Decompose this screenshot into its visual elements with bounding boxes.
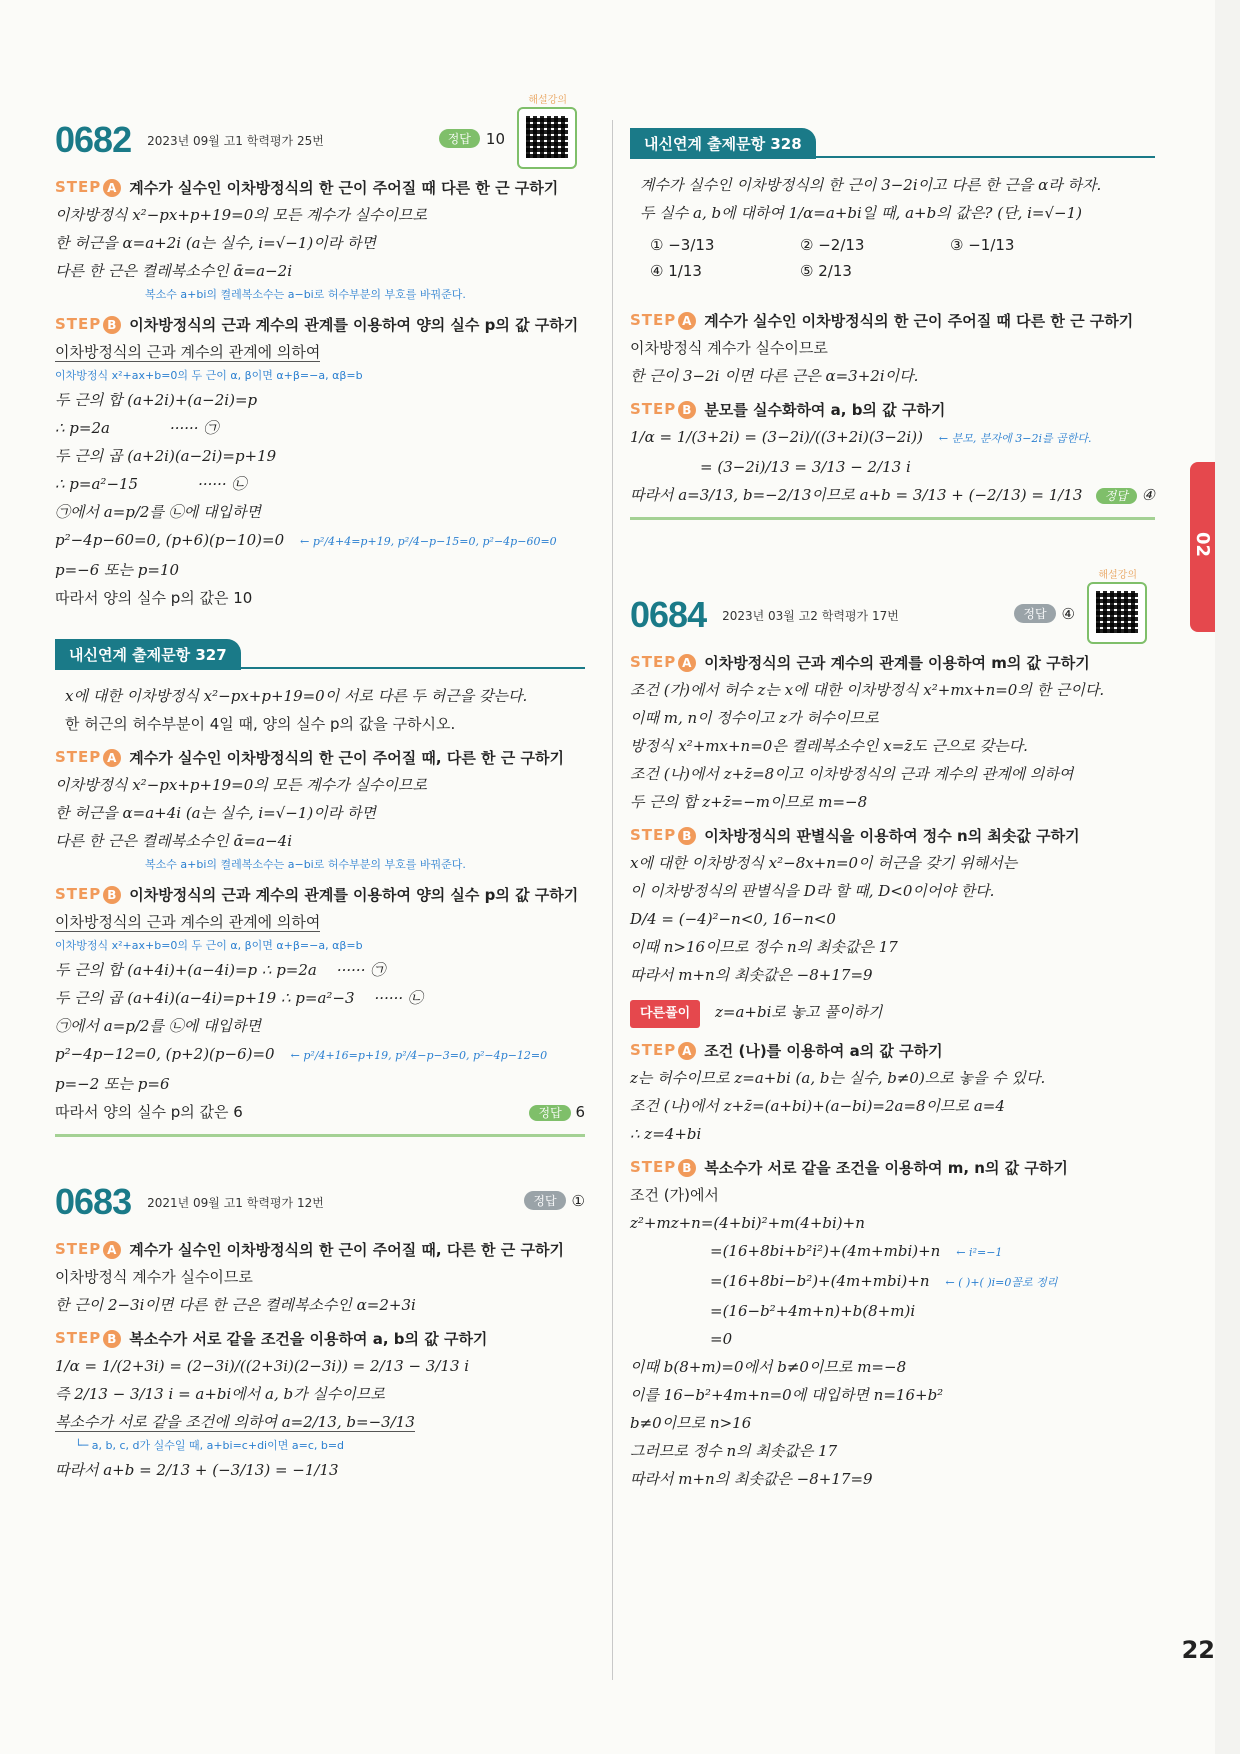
- right-column: [630, 128, 1155, 1496]
- alt-solution-badge: 다른풀이: [630, 1000, 700, 1028]
- qr-code-icon[interactable]: [517, 107, 577, 169]
- step-title: 복소수가 서로 같을 조건을 이용하여 m, n의 값 구하기: [704, 1159, 1068, 1177]
- solution-line: ∴ p=a²−15 ······ ㉡: [55, 475, 247, 493]
- solution-line: p²−4p−12=0, (p+2)(p−6)=0 ← p²/4+16=p+19, p²/4−p−3=0, p²−4p−12=0: [55, 1045, 548, 1063]
- solution-line: 조건 (나)에서 z+z̄=8이고 이차방정식의 근과 계수의 관계에 의하여: [630, 765, 1074, 783]
- alt-solution-title: z=a+bi로 놓고 풀이하기: [715, 1003, 883, 1021]
- step-title: 계수가 실수인 이차방정식의 한 근이 주어질 때 다른 한 근 구하기: [704, 312, 1134, 330]
- solution-line: =0: [710, 1330, 733, 1348]
- solution-line: ㉠에서 a=p/2를 ㉡에 대입하면: [55, 1017, 261, 1035]
- answer-box: 정답 ①: [524, 1191, 585, 1210]
- solution-line: 따라서 a=3/13, b=−2/13이므로 a+b = 3/13 + (−2/13) = 1/13 정답 ④: [630, 484, 1155, 507]
- related-problem-header-328: [630, 128, 1155, 158]
- solution-line: 따라서 a+b = 2/13 + (−3/13) = −1/13: [55, 1461, 339, 1479]
- solution-line: 즉 2/13 − 3/13 i = a+bi에서 a, b가 실수이므로: [55, 1385, 385, 1403]
- solution-line: 한 허근을 α=a+2i (a는 실수, i=√−1)이라 하면: [55, 234, 376, 252]
- problem-number: 0684: [630, 594, 707, 635]
- step-b-header: STEP B 복소수가 서로 같을 조건을 이용하여 m, n의 값 구하기: [630, 1158, 1068, 1177]
- solution-line: 따라서 m+n의 최솟값은 −8+17=9: [630, 966, 873, 984]
- solution-line: 1/α = 1/(3+2i) = (3−2i)/((3+2i)(3−2i)) ← 분모, 분자에 3−2i를 곱한다.: [630, 428, 1092, 446]
- hint-note: 복소수 a+bi의 켤레복소수는 a−bi로 허수부분의 부호를 바꿔준다.: [145, 858, 466, 871]
- solution-line: 이때 n>16이므로 정수 n의 최솟값은 17: [630, 938, 898, 956]
- related-problem-body: [630, 158, 1155, 280]
- step-title: 이차방정식의 근과 계수의 관계를 이용하여 m의 값 구하기: [704, 654, 1090, 672]
- question-line: 계수가 실수인 이차방정식의 한 근이 3−2i이고 다른 한 근을 α라 하자.: [640, 176, 1102, 194]
- problem-source: 2021년 09월 고1 학력평가 12번: [147, 1195, 324, 1210]
- chapter-side-tab[interactable]: 02: [1190, 462, 1215, 632]
- hint-note: 이차방정식 x²+ax+b=0의 두 근이 α, β이면 α+β=−a, αβ=b: [55, 369, 363, 382]
- hint-note: ← p²/4+16=p+19, p²/4−p−3=0, p²−4p−12=0: [290, 1049, 548, 1062]
- solution-line: ㉠에서 a=p/2를 ㉡에 대입하면: [55, 503, 261, 521]
- section-divider: [630, 517, 1155, 520]
- answer-value: 10: [485, 129, 505, 148]
- choice-item[interactable]: ① −3/13: [650, 236, 715, 254]
- answer-box: 정답 6: [529, 1101, 585, 1124]
- choice-item[interactable]: ② −2/13: [800, 236, 865, 254]
- step-b-header: STEP B 분모를 실수화하여 a, b의 값 구하기: [630, 400, 946, 419]
- solution-line: 방정식 x²+mx+n=0은 켤레복소수인 x=z̄도 근으로 갖는다.: [630, 737, 1028, 755]
- page-number: 22: [1181, 1636, 1215, 1664]
- step-label: STEP B: [55, 315, 121, 334]
- solution-line: 조건 (가)에서: [630, 1186, 719, 1204]
- step-title: 계수가 실수인 이차방정식의 한 근이 주어질 때 다른 한 근 구하기: [129, 179, 559, 197]
- solution-line: D/4 = (−4)²−n<0, 16−n<0: [630, 910, 836, 928]
- solution-line: 두 근의 곱 (a+2i)(a−2i)=p+19: [55, 447, 277, 465]
- step-b-header: STEP B 이차방정식의 근과 계수의 관계를 이용하여 양의 실수 p의 값 구하기: [55, 885, 579, 904]
- solution-line: =(16+8bi+b²i²)+(4m+mbi)+n ← i²=−1: [710, 1242, 1003, 1260]
- solution-line: 한 근이 3−2i 이면 다른 근은 α=3+2i이다.: [630, 367, 919, 385]
- step-a-header: STEP A 계수가 실수인 이차방정식의 한 근이 주어질 때 다른 한 근 구하기: [630, 311, 1134, 330]
- problem-header-0682: [55, 95, 585, 165]
- step-title: 이차방정식의 판별식을 이용하여 정수 n의 최솟값 구하기: [704, 827, 1080, 845]
- solution-line: 이 이차방정식의 판별식을 D라 할 때, D<0이어야 한다.: [630, 882, 995, 900]
- hint-note: ← ( )+( )i=0꼴로 정리: [945, 1276, 1058, 1289]
- step-title: 조건 (나)를 이용하여 a의 값 구하기: [704, 1042, 943, 1060]
- choice-item[interactable]: ⑤ 2/13: [800, 262, 852, 280]
- step-title: 복소수가 서로 같을 조건을 이용하여 a, b의 값 구하기: [129, 1330, 488, 1348]
- solution-line: 그러므로 정수 n의 최솟값은 17: [630, 1442, 838, 1460]
- solution-line: 이차방정식 x²−px+p+19=0의 모든 계수가 실수이므로: [55, 776, 427, 794]
- step-label: STEP A: [55, 178, 121, 197]
- solution-line: 두 근의 곱 (a+4i)(a−4i)=p+19 ∴ p=a²−3 ······ ㉡: [55, 989, 423, 1007]
- step-a-header: STEP A 계수가 실수인 이차방정식의 한 근이 주어질 때, 다른 한 근 구하기: [55, 748, 564, 767]
- problem-header-0683: [55, 1177, 585, 1227]
- solution-line: 이차방정식 계수가 실수이므로: [55, 1268, 253, 1286]
- step-title: 계수가 실수인 이차방정식의 한 근이 주어질 때, 다른 한 근 구하기: [129, 749, 564, 767]
- solution-line: 한 근이 2−3i이면 다른 한 근은 켤레복소수인 α=2+3i: [55, 1296, 416, 1314]
- problem-header-0684: [630, 570, 1155, 640]
- related-problem-body: [55, 669, 585, 735]
- step-title: 이차방정식의 근과 계수의 관계를 이용하여 양의 실수 p의 값 구하기: [129, 316, 579, 334]
- solution-line: =(16+8bi−b²)+(4m+mbi)+n ← ( )+( )i=0꼴로 정리: [710, 1272, 1058, 1290]
- question-line: 한 허근의 허수부분이 4일 때, 양의 실수 p의 값을 구하시오.: [65, 715, 456, 733]
- answer-badge: 정답: [439, 129, 480, 148]
- hint-note: ← 분모, 분자에 3−2i를 곱한다.: [938, 432, 1092, 445]
- qr-label: 해설강의: [528, 95, 567, 106]
- column-divider: [612, 120, 613, 1680]
- solution-line: 조건 (나)에서 z+z̄=(a+bi)+(a−bi)=2a=8이므로 a=4: [630, 1097, 1005, 1115]
- solution-line: x에 대한 이차방정식 x²−8x+n=0이 허근을 갖기 위해서는: [630, 854, 1018, 872]
- related-problem-tab: 내신연계 출제문항 328: [630, 128, 816, 159]
- solution-line: 조건 (가)에서 허수 z는 x에 대한 이차방정식 x²+mx+n=0의 한 근이다.: [630, 681, 1105, 699]
- solution-line: 따라서 양의 실수 p의 값은 10: [55, 589, 253, 607]
- solution-line: 두 근의 합 (a+2i)+(a−2i)=p: [55, 391, 258, 409]
- solution-line: 두 근의 합 z+z̄=−m이므로 m=−8: [630, 793, 868, 811]
- step-b-header: [55, 314, 585, 335]
- step-a-header: STEP A 계수가 실수인 이차방정식의 한 근이 주어질 때, 다른 한 근 구하기: [55, 1240, 564, 1259]
- solution-line: 두 근의 합 (a+4i)+(a−4i)=p ∴ p=2a ······ ㉠: [55, 961, 386, 979]
- answer-box: 정답 ④: [1014, 604, 1075, 623]
- solution-line: 이때 b(8+m)=0에서 b≠0이므로 m=−8: [630, 1358, 907, 1376]
- section-divider: [55, 1134, 585, 1137]
- solution-line: =(16−b²+4m+n)+b(8+m)i: [710, 1302, 916, 1320]
- problem-source: 2023년 03월 고2 학력평가 17번: [722, 608, 899, 623]
- solution-line: 이차방정식의 근과 계수의 관계에 의하여: [55, 913, 321, 931]
- step-a-header: [55, 177, 585, 198]
- solution-line: z는 허수이므로 z=a+bi (a, b는 실수, b≠0)으로 놓을 수 있다.: [630, 1069, 1046, 1087]
- solution-line: 이차방정식의 근과 계수의 관계에 의하여: [55, 343, 321, 361]
- question-line: 두 실수 a, b에 대하여 1/α=a+bi일 때, a+b의 값은? (단, i=√−1): [640, 204, 1083, 222]
- solution-line: 이때 m, n이 정수이고 z가 허수이므로: [630, 709, 879, 727]
- solution-line: z²+mz+n=(4+bi)²+m(4+bi)+n: [630, 1214, 865, 1232]
- answer-box: [439, 129, 505, 148]
- solution-line: p²−4p−60=0, (p+6)(p−10)=0 ← p²/4+4=p+19, p²/4−p−15=0, p²−4p−60=0: [55, 531, 557, 549]
- solution-line: ∴ p=2a ······ ㉠: [55, 419, 219, 437]
- solution-line: = (3−2i)/13 = 3/13 − 2/13 i: [700, 458, 911, 476]
- problem-source: 2023년 09월 고1 학력평가 25번: [147, 133, 324, 148]
- qr-code-icon[interactable]: [1087, 582, 1147, 644]
- qr-label: 해설강의: [1098, 570, 1137, 581]
- hint-note: ← p²/4+4=p+19, p²/4−p−15=0, p²−4p−60=0: [300, 535, 557, 548]
- choice-item[interactable]: ③ −1/13: [950, 236, 1015, 254]
- step-title: 분모를 실수화하여 a, b의 값 구하기: [704, 401, 946, 419]
- problem-number: 0682: [55, 119, 132, 160]
- related-problem-tab: 내신연계 출제문항 327: [55, 639, 241, 670]
- answer-box: 정답 ④: [1096, 484, 1155, 507]
- solution-line: 다른 한 근은 켤레복소수인 ᾱ=a−2i: [55, 262, 293, 280]
- choice-item[interactable]: ④ 1/13: [650, 262, 702, 280]
- solution-line: 1/α = 1/(2+3i) = (2−3i)/((2+3i)(2−3i)) = 2/13 − 3/13 i: [55, 1357, 470, 1375]
- left-column: [55, 95, 585, 1487]
- step-title: 이차방정식의 근과 계수의 관계를 이용하여 양의 실수 p의 값 구하기: [129, 886, 579, 904]
- hint-note: 이차방정식 x²+ax+b=0의 두 근이 α, β이면 α+β=−a, αβ=b: [55, 939, 363, 952]
- solution-line: p=−2 또는 p=6: [55, 1075, 170, 1093]
- alt-solution-header: [630, 1000, 1155, 1028]
- solution-line: 따라서 m+n의 최솟값은 −8+17=9: [630, 1470, 873, 1488]
- step-title: 계수가 실수인 이차방정식의 한 근이 주어질 때, 다른 한 근 구하기: [129, 1241, 564, 1259]
- solution-line: 따라서 양의 실수 p의 값은 6 정답 6: [55, 1101, 585, 1124]
- hint-note: 복소수 a+bi의 켤레복소수는 a−bi로 허수부분의 부호를 바꿔준다.: [145, 288, 466, 301]
- step-b-header: STEP B 이차방정식의 판별식을 이용하여 정수 n의 최솟값 구하기: [630, 826, 1080, 845]
- solution-line: 복소수가 서로 같을 조건에 의하여 a=2/13, b=−3/13: [55, 1413, 415, 1431]
- solution-line: p=−6 또는 p=10: [55, 561, 180, 579]
- solution-line: 이차방정식 계수가 실수이므로: [630, 339, 828, 357]
- solution-line: 이를 16−b²+4m+n=0에 대입하면 n=16+b²: [630, 1386, 944, 1404]
- solution-line: 한 허근을 α=a+4i (a는 실수, i=√−1)이라 하면: [55, 804, 376, 822]
- solution-line: 이차방정식 x²−px+p+19=0의 모든 계수가 실수이므로: [55, 206, 427, 224]
- related-problem-header-327: [55, 639, 585, 669]
- question-line: x에 대한 이차방정식 x²−px+p+19=0이 서로 다른 두 허근을 갖는다.: [65, 687, 528, 705]
- problem-number: 0683: [55, 1181, 132, 1222]
- step-a-header: STEP A 이차방정식의 근과 계수의 관계를 이용하여 m의 값 구하기: [630, 653, 1090, 672]
- choice-list: [650, 236, 1145, 280]
- step-a-header: STEP A 조건 (나)를 이용하여 a의 값 구하기: [630, 1041, 943, 1060]
- solution-line: 다른 한 근은 켤레복소수인 ᾱ=a−4i: [55, 832, 293, 850]
- solution-line: ∴ z=4+bi: [630, 1125, 702, 1143]
- hint-note: ← i²=−1: [956, 1246, 1003, 1259]
- hint-note: └─ a, b, c, d가 실수일 때, a+bi=c+di이면 a=c, b=d: [75, 1439, 345, 1452]
- solution-line: b≠0이므로 n>16: [630, 1414, 752, 1432]
- step-b-header: STEP B 복소수가 서로 같을 조건을 이용하여 a, b의 값 구하기: [55, 1329, 488, 1348]
